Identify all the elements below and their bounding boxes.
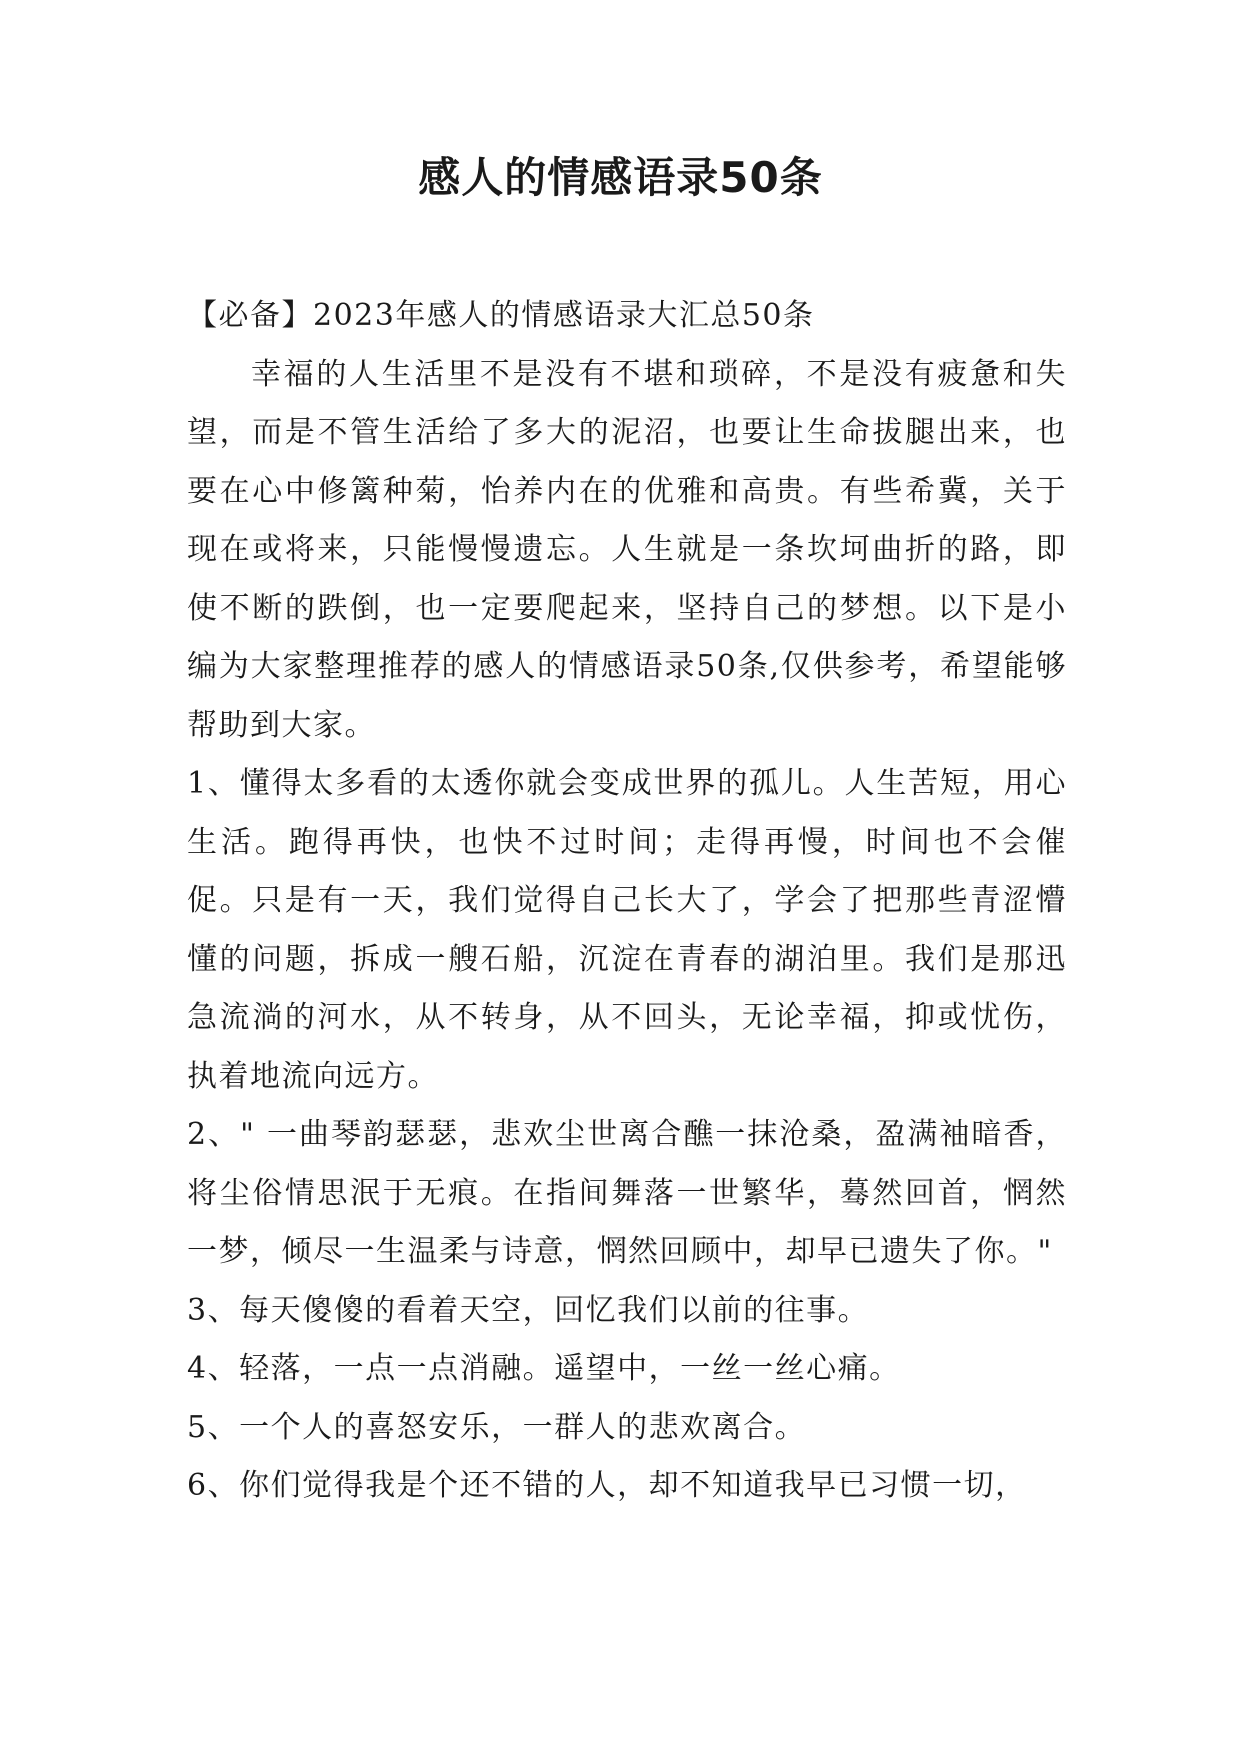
document-subtitle: 【必备】2023年感人的情感语录大汇总50条 [187, 298, 815, 333]
quote-item-5: 5、一个人的喜怒安乐，一群人的悲欢离合。 [187, 1409, 807, 1445]
quote-item-3: 3、每天傻傻的看着天空，回忆我们以前的往事。 [187, 1292, 870, 1328]
quote-item-1: 1、懂得太多看的太透你就会变成世界的孤儿。人生苦短，用心生活。跑得再快，也快不过时间；走得再慢，时间也不会催促。只是有一天，我们觉得自己长大了，学会了把那些青涩懵懂的问题，拆成一艘石船，沉淀在青春的湖泊里。我们是那迅急流淌的河水，从不转身，从不回头，无论幸福，抑或忧伤，执着地流向远方。 [187, 766, 1067, 1094]
quote-item-6: 6、你们觉得我是个还不错的人，却不知道我早已习惯一切， [187, 1468, 1027, 1503]
document-title: 感人的情感语录50条 [418, 153, 823, 202]
intro-paragraph: 幸福的人生活里不是没有不堪和琐碎，不是没有疲惫和失望，而是不管生活给了多大的泥沼，也要让生命拔腿出来，也要在心中修篱种菊，怡养内在的优雅和高贵。有些希冀，关于现在或将来，只能慢慢遗忘。人生就是一条坎坷曲折的路，即使不断的跌倒，也一定要爬起来，坚持自己的梦想。以下是小编为大家整理推荐的感人的情感语录50条,仅供参考，希望能够帮助到大家。 [187, 356, 1067, 743]
document-body [187, 287, 1067, 1516]
quote-item-4: 4、轻落，一点一点消融。遥望中，一丝一丝心痛。 [187, 1351, 901, 1386]
quote-item-2: 2、" 一曲琴韵瑟瑟，悲欢尘世离合醮一抹沧桑，盈满袖暗香，将尘俗情思泯于无痕。在指间舞落一世繁华，蓦然回首，惘然一梦，倾尽一生温柔与诗意，惘然回顾中，却早已遗失了你。" [187, 1117, 1067, 1269]
